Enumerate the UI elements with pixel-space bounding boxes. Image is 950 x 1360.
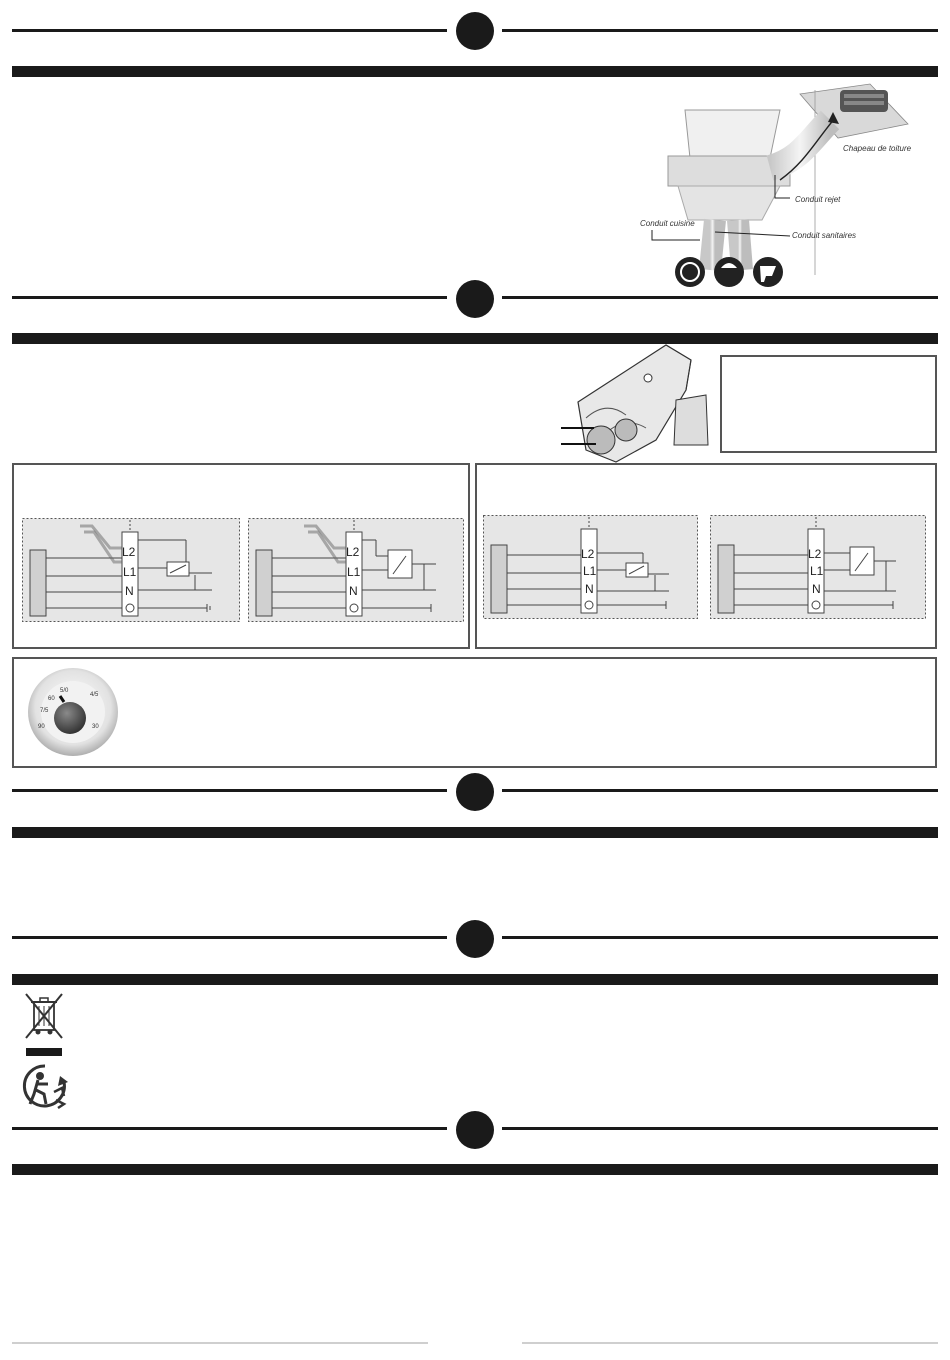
section-5-title-bar — [12, 1164, 938, 1175]
sanitary-duct-label: Conduit sanitaires — [792, 231, 857, 240]
terminal-l2-4: L2 — [808, 547, 822, 561]
crossed-bin-icon — [22, 992, 66, 1040]
section-1-number-badge — [456, 12, 494, 50]
fan-unit-illustration — [556, 340, 716, 465]
section-5-rule-left — [12, 1127, 447, 1130]
section-4-rule-right — [502, 936, 938, 939]
section-4-number-badge — [456, 920, 494, 958]
terminal-l2-2: L2 — [346, 545, 360, 559]
section-3-rule-left — [12, 789, 447, 792]
installation-illustration — [630, 80, 940, 290]
kitchen-duct-label: Conduit cuisine — [640, 219, 695, 228]
terminal-l2-3: L2 — [581, 547, 595, 561]
section-3-number-badge — [456, 773, 494, 811]
terminal-l1-4: L1 — [810, 564, 824, 578]
section-5-rule-right — [502, 1127, 938, 1130]
section-4-rule-left — [12, 936, 447, 939]
section-1-rule-right — [502, 29, 938, 32]
footer-rule-left — [12, 1342, 428, 1344]
section-3-title-bar — [12, 827, 938, 838]
dial-tick-3: 5/0 — [60, 688, 69, 694]
terminal-n-4: N — [812, 582, 821, 596]
section-2-number-badge — [456, 280, 494, 318]
plate-icon — [675, 257, 705, 287]
section-2-title-bar — [12, 333, 938, 344]
terminal-n-3: N — [585, 582, 594, 596]
weee-bar — [26, 1048, 62, 1056]
dial-tick-5: 30 — [92, 724, 99, 730]
terminal-n-1: N — [125, 584, 134, 598]
dial-tick-2: 60 — [48, 696, 55, 702]
exhaust-duct-label: Conduit rejet — [795, 195, 841, 204]
section-4-title-bar — [12, 974, 938, 985]
terminal-l2-1: L2 — [122, 545, 136, 559]
section-5-number-badge — [456, 1111, 494, 1149]
dial-tick-6: 90 — [38, 724, 45, 730]
speed-setting-box — [12, 657, 937, 768]
section-2-rule-right — [502, 296, 938, 299]
terminal-l1-2: L1 — [347, 565, 361, 579]
triman-recycle-icon — [20, 1062, 70, 1110]
section-2-rule-left — [12, 296, 447, 299]
shower-icon — [714, 257, 744, 287]
dial-tick-1: 7/5 — [40, 708, 49, 714]
section-3-rule-right — [502, 789, 938, 792]
terminal-n-2: N — [349, 584, 358, 598]
roof-cap-label: Chapeau de toiture — [843, 144, 912, 153]
speed-dial-knob — [26, 666, 120, 758]
terminal-l1-1: L1 — [123, 565, 137, 579]
section-2-note-box — [720, 355, 937, 453]
section-1-title-bar — [12, 66, 938, 77]
footer-rule-right — [522, 1342, 938, 1344]
dial-tick-4: 4/5 — [90, 692, 99, 698]
section-1-rule-left — [12, 29, 447, 32]
terminal-l1-3: L1 — [583, 564, 597, 578]
